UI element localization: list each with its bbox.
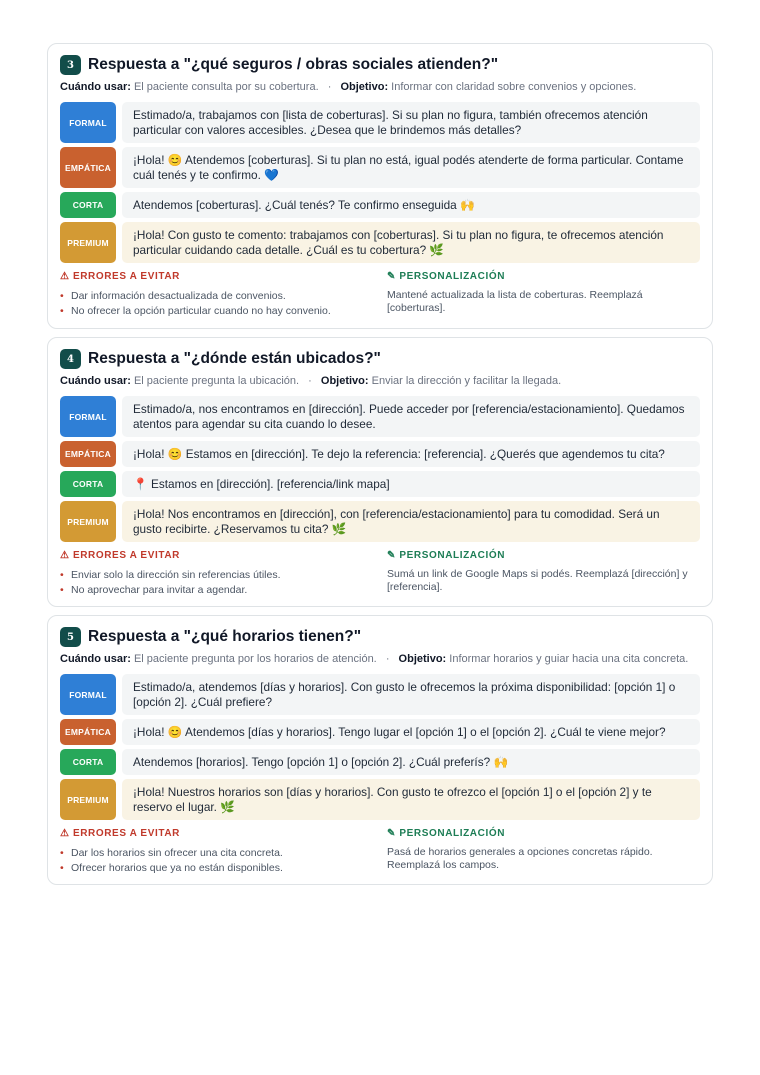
- tag-corta: CORTA: [60, 471, 116, 497]
- card-title: Respuesta a "¿dónde están ubicados?": [88, 350, 381, 367]
- card-title: Respuesta a "¿qué horarios tienen?": [88, 628, 362, 645]
- objetivo-label: Objetivo:: [398, 653, 447, 665]
- message-corta: Atendemos [horarios]. Tengo [opción 1] o [opción 2]. ¿Cuál preferís? 🙌: [122, 749, 700, 775]
- message-empatica: ¡Hola! 😊 Atendemos [días y horarios]. Tengo lugar el [opción 1] o el [opción 2]. ¿Cuál te viene mejor?: [122, 719, 700, 745]
- objetivo-text: Informar con claridad sobre convenios y opciones.: [391, 81, 637, 93]
- objetivo-text: Informar horarios y guiar hacia una cita concreta.: [449, 653, 689, 665]
- tag-formal: FORMAL: [60, 396, 116, 437]
- error-item: • Enviar solo la dirección sin referencias útiles.: [60, 568, 387, 583]
- errors-heading: ⚠ ERRORES A EVITAR: [60, 550, 180, 561]
- tag-formal: FORMAL: [60, 674, 116, 715]
- tone-row-corta: [60, 749, 700, 775]
- objetivo-text: Enviar la dirección y facilitar la llegada.: [371, 375, 562, 387]
- card-title: Respuesta a "¿qué seguros / obras sociales atienden?": [88, 56, 499, 73]
- cuando-text: El paciente pregunta la ubicación.: [133, 375, 300, 387]
- message-empatica: ¡Hola! 😊 Atendemos [coberturas]. Si tu plan no está, igual podés atenderte de forma particular. Contame cuál tenés y te confirmo. 💙: [122, 147, 700, 188]
- card-footer: [60, 828, 700, 876]
- tag-corta: CORTA: [60, 192, 116, 218]
- card-meta: [60, 653, 700, 667]
- card-header: [60, 626, 700, 648]
- tag-formal: FORMAL: [60, 102, 116, 143]
- message-formal: Estimado/a, atendemos [días y horarios]. Con gusto le ofrecemos la próxima disponibilidad: [opción 1] o [opción 2]. ¿Cuál prefiere?: [122, 674, 700, 715]
- tone-rows: [60, 102, 700, 263]
- cuando-label: Cuándo usar:: [60, 375, 131, 387]
- message-formal: Estimado/a, trabajamos con [lista de coberturas]. Si su plan no figura, también ofrecemos atención particular con valores accesibles. ¿Desea que le brindemos más detalles?: [122, 102, 700, 143]
- errors-list: [60, 846, 387, 876]
- personalization-text: Mantené actualizada la lista de coberturas. Reemplazá [coberturas].: [387, 289, 643, 314]
- tag-premium: PREMIUM: [60, 222, 116, 263]
- personalization-section: [387, 550, 700, 598]
- error-item: • Ofrecer horarios que ya no están disponibles.: [60, 861, 387, 876]
- error-item: • No ofrecer la opción particular cuando no hay convenio.: [60, 304, 387, 319]
- card-meta: [60, 375, 700, 389]
- card-footer: [60, 271, 700, 319]
- message-premium: ¡Hola! Con gusto te comento: trabajamos con [coberturas]. Si tu plan no figura, te ofrecemos atención particular cuidando cada detalle. ¿Cuál es tu cobertura? 🌿: [122, 222, 700, 263]
- error-item: • Dar los horarios sin ofrecer una cita concreta.: [60, 846, 387, 861]
- meta-separator: ·: [385, 653, 390, 665]
- message-premium: ¡Hola! Nuestros horarios son [días y horarios]. Con gusto te ofrezco el [opción 1] o el [opción 2] y te reservo el lugar. 🌿: [122, 779, 700, 820]
- tag-corta: CORTA: [60, 749, 116, 775]
- cuando-label: Cuándo usar:: [60, 653, 131, 665]
- tone-row-empatica: [60, 147, 700, 188]
- tag-premium: PREMIUM: [60, 501, 116, 542]
- errors-list: [60, 289, 387, 319]
- tag-empatica: EMPÁTICA: [60, 147, 116, 188]
- tone-rows: [60, 674, 700, 820]
- tag-premium: PREMIUM: [60, 779, 116, 820]
- errors-list: [60, 568, 387, 598]
- meta-separator: ·: [327, 81, 332, 93]
- errors-section: [60, 828, 387, 876]
- tone-row-corta: [60, 192, 700, 218]
- message-corta: 📍 Estamos en [dirección]. [referencia/link mapa]: [122, 471, 700, 497]
- message-corta: Atendemos [coberturas]. ¿Cuál tenés? Te confirmo enseguida 🙌: [122, 192, 700, 218]
- errors-heading: ⚠ ERRORES A EVITAR: [60, 271, 180, 282]
- cuando-text: El paciente consulta por su cobertura.: [133, 81, 319, 93]
- card-header: [60, 348, 700, 370]
- card-number-badge: 5: [60, 627, 81, 647]
- error-item: • Dar información desactualizada de convenios.: [60, 289, 387, 304]
- card-header: [60, 54, 700, 76]
- card-meta: [60, 81, 700, 95]
- personalization-heading: ✎ PERSONALIZACIÓN: [387, 271, 506, 282]
- errors-section: [60, 271, 387, 319]
- personalization-heading: ✎ PERSONALIZACIÓN: [387, 550, 506, 561]
- tone-row-empatica: [60, 441, 700, 467]
- response-card: [47, 615, 713, 885]
- tone-row-premium: [60, 222, 700, 263]
- tone-rows: [60, 396, 700, 542]
- tone-row-premium: [60, 501, 700, 542]
- errors-heading: ⚠ ERRORES A EVITAR: [60, 828, 180, 839]
- tone-row-formal: [60, 674, 700, 715]
- card-footer: [60, 550, 700, 598]
- personalization-heading: ✎ PERSONALIZACIÓN: [387, 828, 506, 839]
- tone-row-premium: [60, 779, 700, 820]
- card-number-badge: 4: [60, 349, 81, 369]
- response-card: [47, 43, 713, 329]
- tone-row-formal: [60, 396, 700, 437]
- error-item: • No aprovechar para invitar a agendar.: [60, 583, 387, 598]
- meta-separator: ·: [308, 375, 312, 387]
- tag-empatica: EMPÁTICA: [60, 719, 116, 745]
- personalization-section: [387, 828, 700, 876]
- cuando-label: Cuándo usar:: [60, 81, 131, 93]
- tone-row-formal: [60, 102, 700, 143]
- tone-row-corta: [60, 471, 700, 497]
- message-formal: Estimado/a, nos encontramos en [dirección]. Puede acceder por [referencia/estacionamiento]. Quedamos atentos para agendar su cita cuando lo desee.: [122, 396, 700, 437]
- tone-row-empatica: [60, 719, 700, 745]
- message-premium: ¡Hola! Nos encontramos en [dirección], con [referencia/estacionamiento] para tu comodidad. Será un gusto recibirte. ¿Reservamos tu cita? 🌿: [122, 501, 700, 542]
- objetivo-label: Objetivo:: [320, 375, 369, 387]
- errors-section: [60, 550, 387, 598]
- card-number-badge: 3: [60, 55, 81, 75]
- message-empatica: ¡Hola! 😊 Estamos en [dirección]. Te dejo la referencia: [referencia]. ¿Querés que agendemos tu cita?: [122, 441, 700, 467]
- personalization-section: [387, 271, 700, 319]
- tag-empatica: EMPÁTICA: [60, 441, 116, 467]
- cuando-text: El paciente pregunta por los horarios de atención.: [133, 653, 377, 665]
- personalization-text: Pasá de horarios generales a opciones concretas rápido. Reemplazá los campos.: [387, 846, 653, 871]
- response-card: [47, 337, 713, 607]
- objetivo-label: Objetivo:: [340, 81, 389, 93]
- personalization-text: Sumá un link de Google Maps si podés. Reemplazá [dirección] y [referencia].: [387, 568, 688, 593]
